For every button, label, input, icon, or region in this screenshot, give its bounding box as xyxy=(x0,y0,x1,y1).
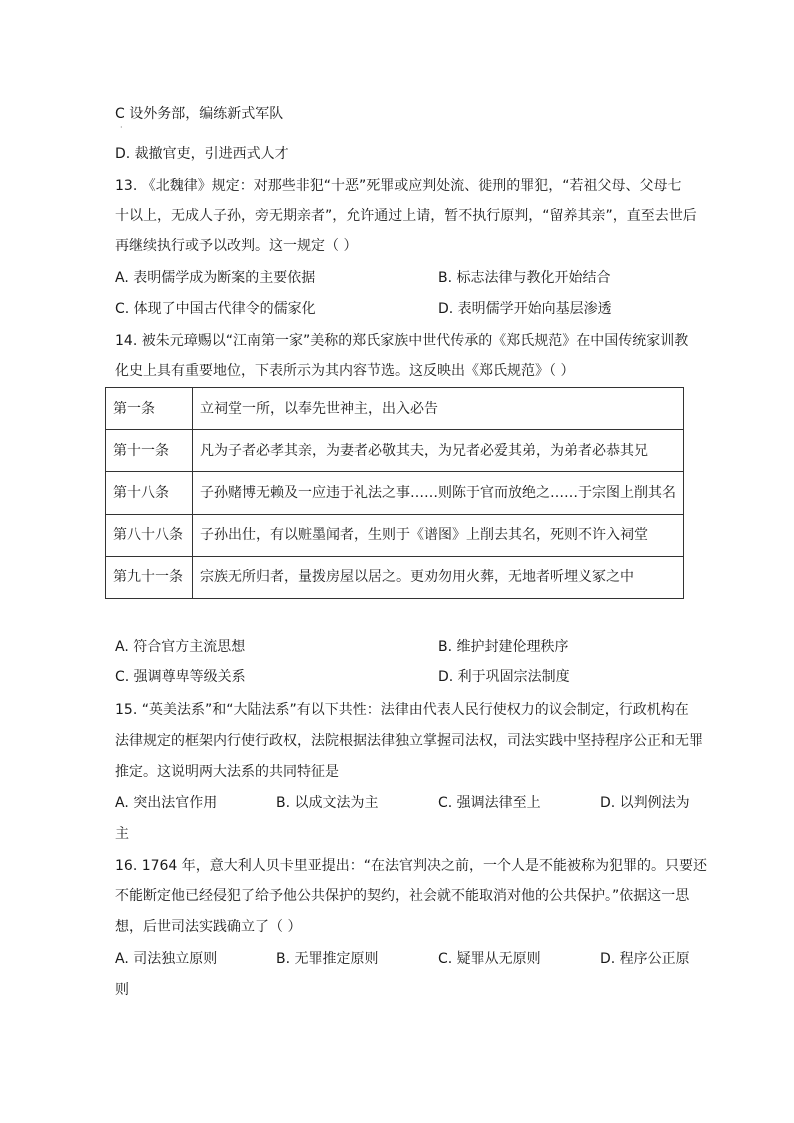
q14-stem-line-2: 化史上具有重要地位，下表所示为其内容节选。这反映出《郑氏规范》（ ） xyxy=(115,363,575,379)
table-cell-content: 子孙赌博无赖及一应违于礼法之事……则陈于官而放绝之……于宗图上削其名 xyxy=(193,472,684,514)
q14-stem-line-1: 14. 被朱元璋赐以“江南第一家”美称的郑氏家族中世代传承的《郑氏规范》在中国传统家训教 xyxy=(115,333,689,349)
q13-stem-line-2: 十以上，无成人子孙，旁无期亲者”，允许通过上请，暂不执行原判，“留养其亲”，直至去世后 xyxy=(115,208,697,224)
q15-stem-line-3: 推定。这说明两大法系的共同特征是 xyxy=(115,764,339,780)
q15-option-a: A. 突出法官作用 xyxy=(115,795,218,811)
q16-option-c: C. 疑罪从无原则 xyxy=(438,951,541,967)
q13-option-a: A. 表明儒学成为断案的主要依据 xyxy=(115,270,316,286)
q16-stem-line-2: 不能断定他已经侵犯了给予他公共保护的契约，社会就不能取消对他的公共保护。”依据这一思 xyxy=(115,888,690,904)
q15-option-d: D. 以判例法为 xyxy=(600,795,690,811)
stray-dot: · xyxy=(120,123,123,132)
q15-option-d-wrap: 主 xyxy=(115,826,129,842)
q16-option-d: D. 程序公正原 xyxy=(600,951,690,967)
table-row xyxy=(106,472,684,514)
table-row xyxy=(106,514,684,556)
table-row xyxy=(106,556,684,598)
q13-stem-line-1: 13. 《北魏律》规定：对那些非犯“十恶”死罪或应判处流、徙刑的罪犯，“若祖父母、父母七 xyxy=(115,178,682,194)
q16-stem-line-3: 想，后世司法实践确立了（ ） xyxy=(115,919,302,935)
q15-option-c: C. 强调法律至上 xyxy=(438,795,541,811)
q13-stem-line-3: 再继续执行或予以改判。这一规定（ ） xyxy=(115,238,358,254)
table-cell-content: 凡为子者必孝其亲，为妻者必敬其夫，为兄者必爱其弟，为弟者必恭其兄 xyxy=(193,430,684,472)
q15-stem-line-1: 15. “英美法系”和“大陆法系”有以下共性：法律由代表人民行使权力的议会制定，行政机构在 xyxy=(115,702,689,718)
q15-option-b: B. 以成文法为主 xyxy=(276,795,379,811)
q12-option-d: D. 裁撤官吏，引进西式人才 xyxy=(115,146,289,162)
q12-option-c: C 设外务部，编练新式军队 xyxy=(115,106,284,122)
table-cell-article: 第十八条 xyxy=(106,472,193,514)
q14-option-b: B. 维护封建伦理秩序 xyxy=(438,639,569,655)
q16-option-a: A. 司法独立原则 xyxy=(115,951,218,967)
q13-option-c: C. 体现了中国古代律令的儒家化 xyxy=(115,301,316,317)
q15-stem-line-2: 法律规定的框架内行使行政权，法院根据法律独立掌握司法权，司法实践中坚持程序公正和无罪 xyxy=(115,733,703,749)
table-cell-article: 第九十一条 xyxy=(106,556,193,598)
table-row xyxy=(106,430,684,472)
q14-option-c: C. 强调尊卑等级关系 xyxy=(115,669,246,685)
zheng-rules-table xyxy=(105,387,684,599)
q13-option-d: D. 表明儒学开始向基层渗透 xyxy=(438,301,612,317)
table-cell-article: 第一条 xyxy=(106,388,193,430)
table-cell-article: 第十一条 xyxy=(106,430,193,472)
table-cell-content: 立祠堂一所，以奉先世神主，出入必告 xyxy=(193,388,684,430)
q13-option-b: B. 标志法律与教化开始结合 xyxy=(438,270,611,286)
table-cell-content: 子孙出仕，有以赃墨闻者，生则于《谱图》上削去其名，死则不许入祠堂 xyxy=(193,514,684,556)
q16-option-b: B. 无罪推定原则 xyxy=(276,951,379,967)
q14-option-a: A. 符合官方主流思想 xyxy=(115,639,246,655)
table-cell-article: 第八十八条 xyxy=(106,514,193,556)
table-cell-content: 宗族无所归者，量拨房屋以居之。更劝勿用火葬，无地者听埋义冢之中 xyxy=(193,556,684,598)
q16-option-d-wrap: 则 xyxy=(115,982,129,998)
q16-stem-line-1: 16. 1764 年，意大利人贝卡里亚提出：“在法官判决之前，一个人是不能被称为犯罪的。只要还 xyxy=(115,858,708,874)
q14-option-d: D. 利于巩固宗法制度 xyxy=(438,669,570,685)
table-row xyxy=(106,388,684,430)
